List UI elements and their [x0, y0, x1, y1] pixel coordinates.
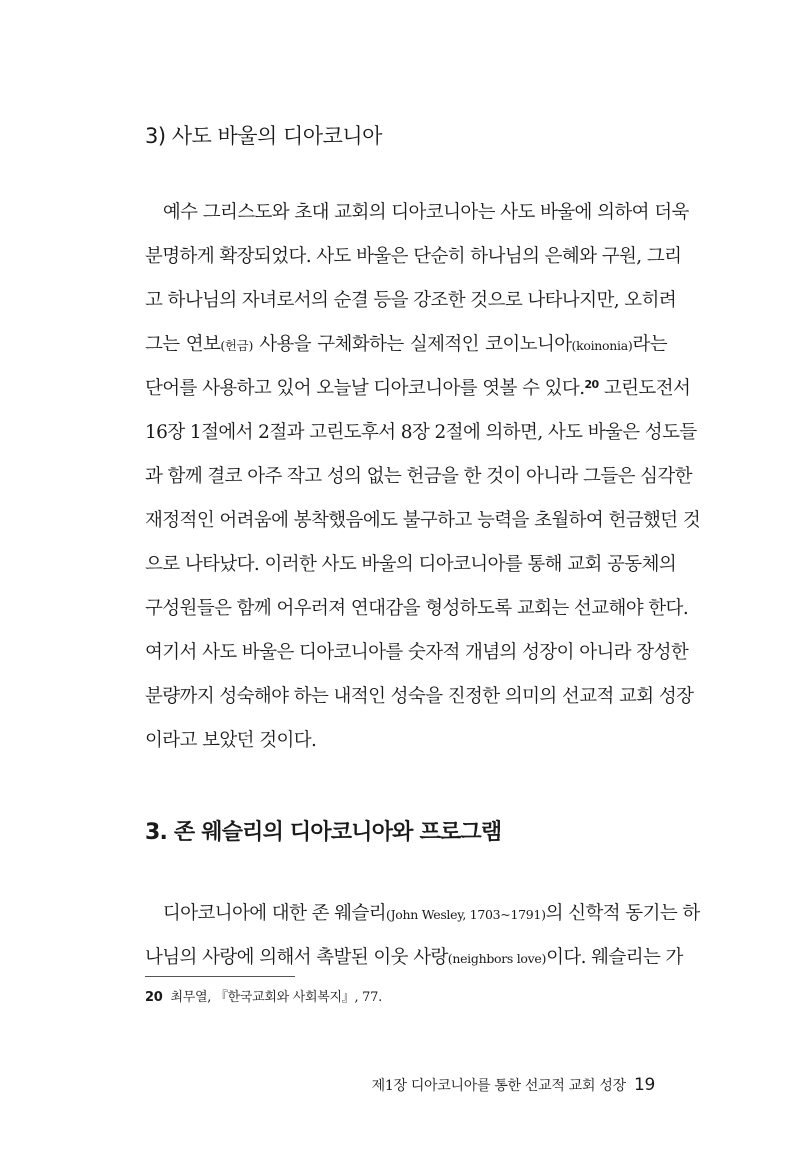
text-run: 이다. 웨슬리는 가 — [546, 947, 683, 968]
text-line: 예수 그리스도와 초대 교회의 디아코니아는 사도 바울에 의하여 더욱 — [145, 202, 689, 223]
footnote-number: 20 — [145, 990, 163, 1005]
footnote — [145, 986, 382, 1005]
text-run: 그는 연보 — [145, 334, 221, 355]
running-footer-title: 제1장 디아코니아를 통한 선교적 교회 성장 — [371, 1078, 626, 1094]
text-run: 사용을 구체화하는 실제적인 코이노니아 — [253, 334, 572, 355]
text-line: 구성원들은 함께 어우러져 연대감을 형성하도록 교회는 선교해야 한다. — [145, 598, 689, 619]
annotation-text: (neighbors love) — [447, 951, 547, 966]
text-line — [145, 367, 691, 411]
text-line: 으로 나타났다. 이러한 사도 바울의 디아코니아를 통해 교회 공동체의 — [145, 554, 677, 575]
footnote-reference[interactable]: 20 — [584, 378, 599, 391]
text-run: 디아코니아에 대한 존 웨슬리 — [145, 903, 386, 924]
text-line: 여기서 사도 바울은 디아코니아를 숫자적 개념의 성장이 아니라 장성한 — [145, 642, 689, 663]
running-footer — [372, 1075, 655, 1095]
text-line: 고 하나님의 자녀로서의 순결 등을 강조한 것으로 나타나지만, 오히려 — [145, 290, 677, 311]
text-line — [145, 936, 683, 980]
section-subheading: 3) 사도 바울의 디아코니아 — [145, 124, 382, 148]
page-number: 19 — [633, 1075, 655, 1095]
chapter-section-heading: 3. 존 웨슬리의 디아코니아와 프로그램 — [145, 820, 502, 845]
body-paragraph-2 — [145, 892, 700, 980]
annotation-text: (koinonia) — [571, 338, 633, 353]
footnote-text: 최무열, 『한국교회와 사회복지』, 77. — [170, 990, 382, 1005]
text-run: 라는 — [632, 334, 667, 355]
text-line: 재정적인 어려움에 봉착했음에도 불구하고 능력을 초월하여 헌금했던 것 — [145, 510, 701, 531]
text-line: 분명하게 확장되었다. 사도 바울은 단순히 하나님의 은혜와 구원, 그리 — [145, 246, 682, 267]
annotation-text: (헌금) — [220, 338, 254, 353]
body-paragraph-1 — [145, 191, 701, 763]
text-run: 고린도전서 — [598, 378, 691, 399]
text-run: 단어를 사용하고 있어 오늘날 디아코니아를 엿볼 수 있다. — [145, 378, 585, 399]
text-line — [145, 892, 700, 936]
footnote-divider — [145, 976, 295, 977]
text-run: 의 신학적 동기는 하 — [545, 903, 700, 924]
text-line: 분량까지 성숙해야 하는 내적인 성숙을 진정한 의미의 선교적 교회 성장 — [145, 686, 694, 707]
text-line — [145, 323, 667, 367]
text-line: 과 함께 결코 아주 작고 성의 없는 헌금을 한 것이 아니라 그들은 심각한 — [145, 466, 692, 487]
annotation-text: (John Wesley, 1703~1791) — [386, 907, 546, 922]
text-run: 나님의 사랑에 의해서 촉발된 이웃 사랑 — [145, 947, 448, 968]
text-line: 이라고 보았던 것이다. — [145, 730, 317, 751]
text-line: 16장 1절에서 2절과 고린도후서 8장 2절에 의하면, 사도 바울은 성도들 — [145, 422, 697, 443]
